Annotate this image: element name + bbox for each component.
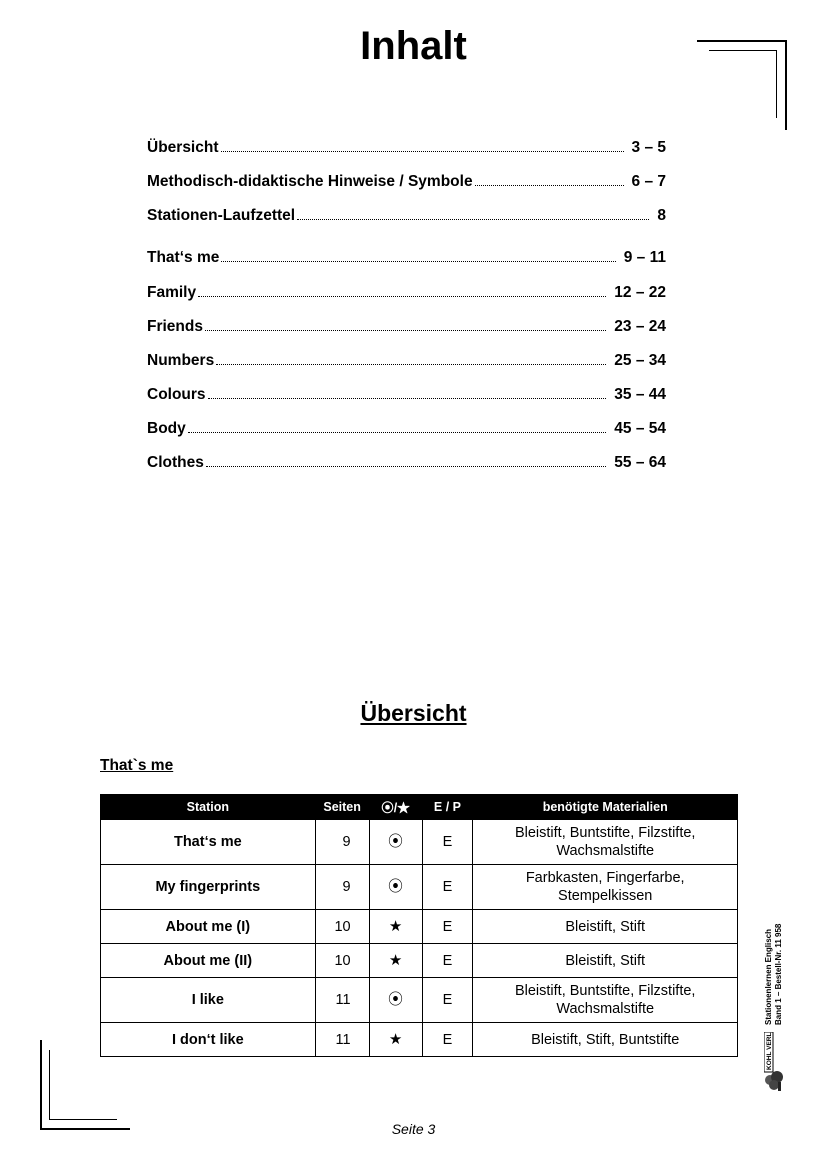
toc-label: Übersicht: [147, 139, 219, 156]
toc-label: Body: [147, 420, 186, 437]
table-row: [101, 865, 738, 910]
pages-cell: 9: [315, 865, 369, 910]
toc-entry: [147, 173, 666, 195]
toc-leader-dots: [198, 284, 606, 297]
column-header-ep: E / P: [422, 795, 473, 820]
publisher-credit: [764, 895, 794, 1025]
pages-cell: 11: [315, 978, 369, 1023]
toc-pages: 3 – 5: [631, 139, 666, 156]
materials-cell: Bleistift, Buntstifte, Filzstifte, Wachsmalstifte: [473, 978, 738, 1023]
toc-pages: 25 – 34: [614, 352, 666, 369]
toc-leader-dots: [208, 386, 607, 399]
station-cell: I like: [101, 978, 316, 1023]
page-title: Inhalt: [360, 24, 467, 68]
ep-cell: E: [422, 865, 473, 910]
section-title: Übersicht: [360, 700, 467, 726]
station-cell: About me (II): [101, 944, 316, 978]
toc-leader-dots: [216, 352, 606, 365]
table-row: [101, 910, 738, 944]
table-row: [101, 1023, 738, 1057]
symbol-cell: ⦿: [369, 865, 422, 910]
toc-pages: 23 – 24: [614, 318, 666, 335]
toc-entry: [147, 207, 666, 229]
toc-label: Clothes: [147, 454, 204, 471]
toc-label: Colours: [147, 386, 206, 403]
symbol-cell: ⦿: [369, 978, 422, 1023]
toc-leader-dots: [475, 173, 624, 186]
column-header-station: Station: [101, 795, 316, 820]
toc-pages: 12 – 22: [614, 284, 666, 301]
publisher-logo: [764, 1032, 786, 1092]
ep-cell: E: [422, 910, 473, 944]
pages-cell: 10: [315, 944, 369, 978]
station-cell: About me (I): [101, 910, 316, 944]
table-row: [101, 944, 738, 978]
toc-leader-dots: [206, 454, 606, 467]
toc-entry: [147, 139, 666, 161]
station-cell: That‘s me: [101, 820, 316, 865]
materials-cell: Farbkasten, Fingerfarbe, Stempelkissen: [473, 865, 738, 910]
symbol-cell: ⦿: [369, 820, 422, 865]
overview-table: [100, 794, 738, 1057]
toc-entry: [147, 386, 666, 408]
toc-leader-dots: [221, 249, 615, 262]
toc-leader-dots: [297, 207, 649, 220]
toc-pages: 45 – 54: [614, 420, 666, 437]
toc-entry: [147, 352, 666, 374]
table-row: [101, 978, 738, 1023]
tree-icon: [764, 1032, 786, 1092]
symbol-cell: ★: [369, 1023, 422, 1057]
toc-pages: 6 – 7: [631, 173, 666, 190]
toc-entry: [147, 420, 666, 442]
toc-pages: 55 – 64: [614, 454, 666, 471]
toc-leader-dots: [205, 318, 606, 331]
ep-cell: E: [422, 944, 473, 978]
column-header-materials: benötigte Materialien: [473, 795, 738, 820]
toc-entry: [147, 318, 666, 340]
toc-pages: 35 – 44: [614, 386, 666, 403]
toc-entry: [147, 284, 666, 306]
toc-label: Family: [147, 284, 197, 301]
materials-cell: Bleistift, Buntstifte, Filzstifte, Wachsmalstifte: [473, 820, 738, 865]
materials-cell: Bleistift, Stift: [473, 944, 738, 978]
page-number: Seite 3: [391, 1121, 436, 1137]
materials-cell: Bleistift, Stift: [473, 910, 738, 944]
toc-pages: 9 – 11: [623, 249, 666, 266]
materials-cell: Bleistift, Stift, Buntstifte: [473, 1023, 738, 1057]
toc-label: Friends: [147, 318, 203, 335]
toc-label: Stationen-Laufzettel: [147, 207, 296, 224]
toc-entry: [147, 249, 666, 271]
toc-leader-dots: [188, 420, 607, 433]
symbol-cell: ★: [369, 910, 422, 944]
ep-cell: E: [422, 1023, 473, 1057]
toc-entry: [147, 454, 666, 476]
pages-cell: 9: [315, 820, 369, 865]
ep-cell: E: [422, 978, 473, 1023]
toc-label: Numbers: [147, 352, 215, 369]
subsection-title: That`s me: [100, 757, 174, 774]
toc-label: That‘s me: [147, 249, 220, 266]
station-cell: My fingerprints: [101, 865, 316, 910]
credit-order-number: Band 1 – Bestell-Nr. 11 958: [774, 923, 783, 1025]
toc-label: Methodisch-didaktische Hinweise / Symbole: [147, 173, 473, 190]
table-row: [101, 820, 738, 865]
column-header-symbol: ⦿/★: [369, 795, 422, 820]
publisher-name: KOHL VERLAG: [766, 1032, 773, 1070]
table-header-row: [101, 795, 738, 820]
toc-leader-dots: [221, 139, 624, 152]
pages-cell: 11: [315, 1023, 369, 1057]
symbol-cell: ★: [369, 944, 422, 978]
pages-cell: 10: [315, 910, 369, 944]
column-header-pages: Seiten: [315, 795, 369, 820]
toc-pages: 8: [657, 207, 666, 224]
credit-series-title: Stationenlernen Englisch: [764, 928, 773, 1025]
ep-cell: E: [422, 820, 473, 865]
station-cell: I don‘t like: [101, 1023, 316, 1057]
